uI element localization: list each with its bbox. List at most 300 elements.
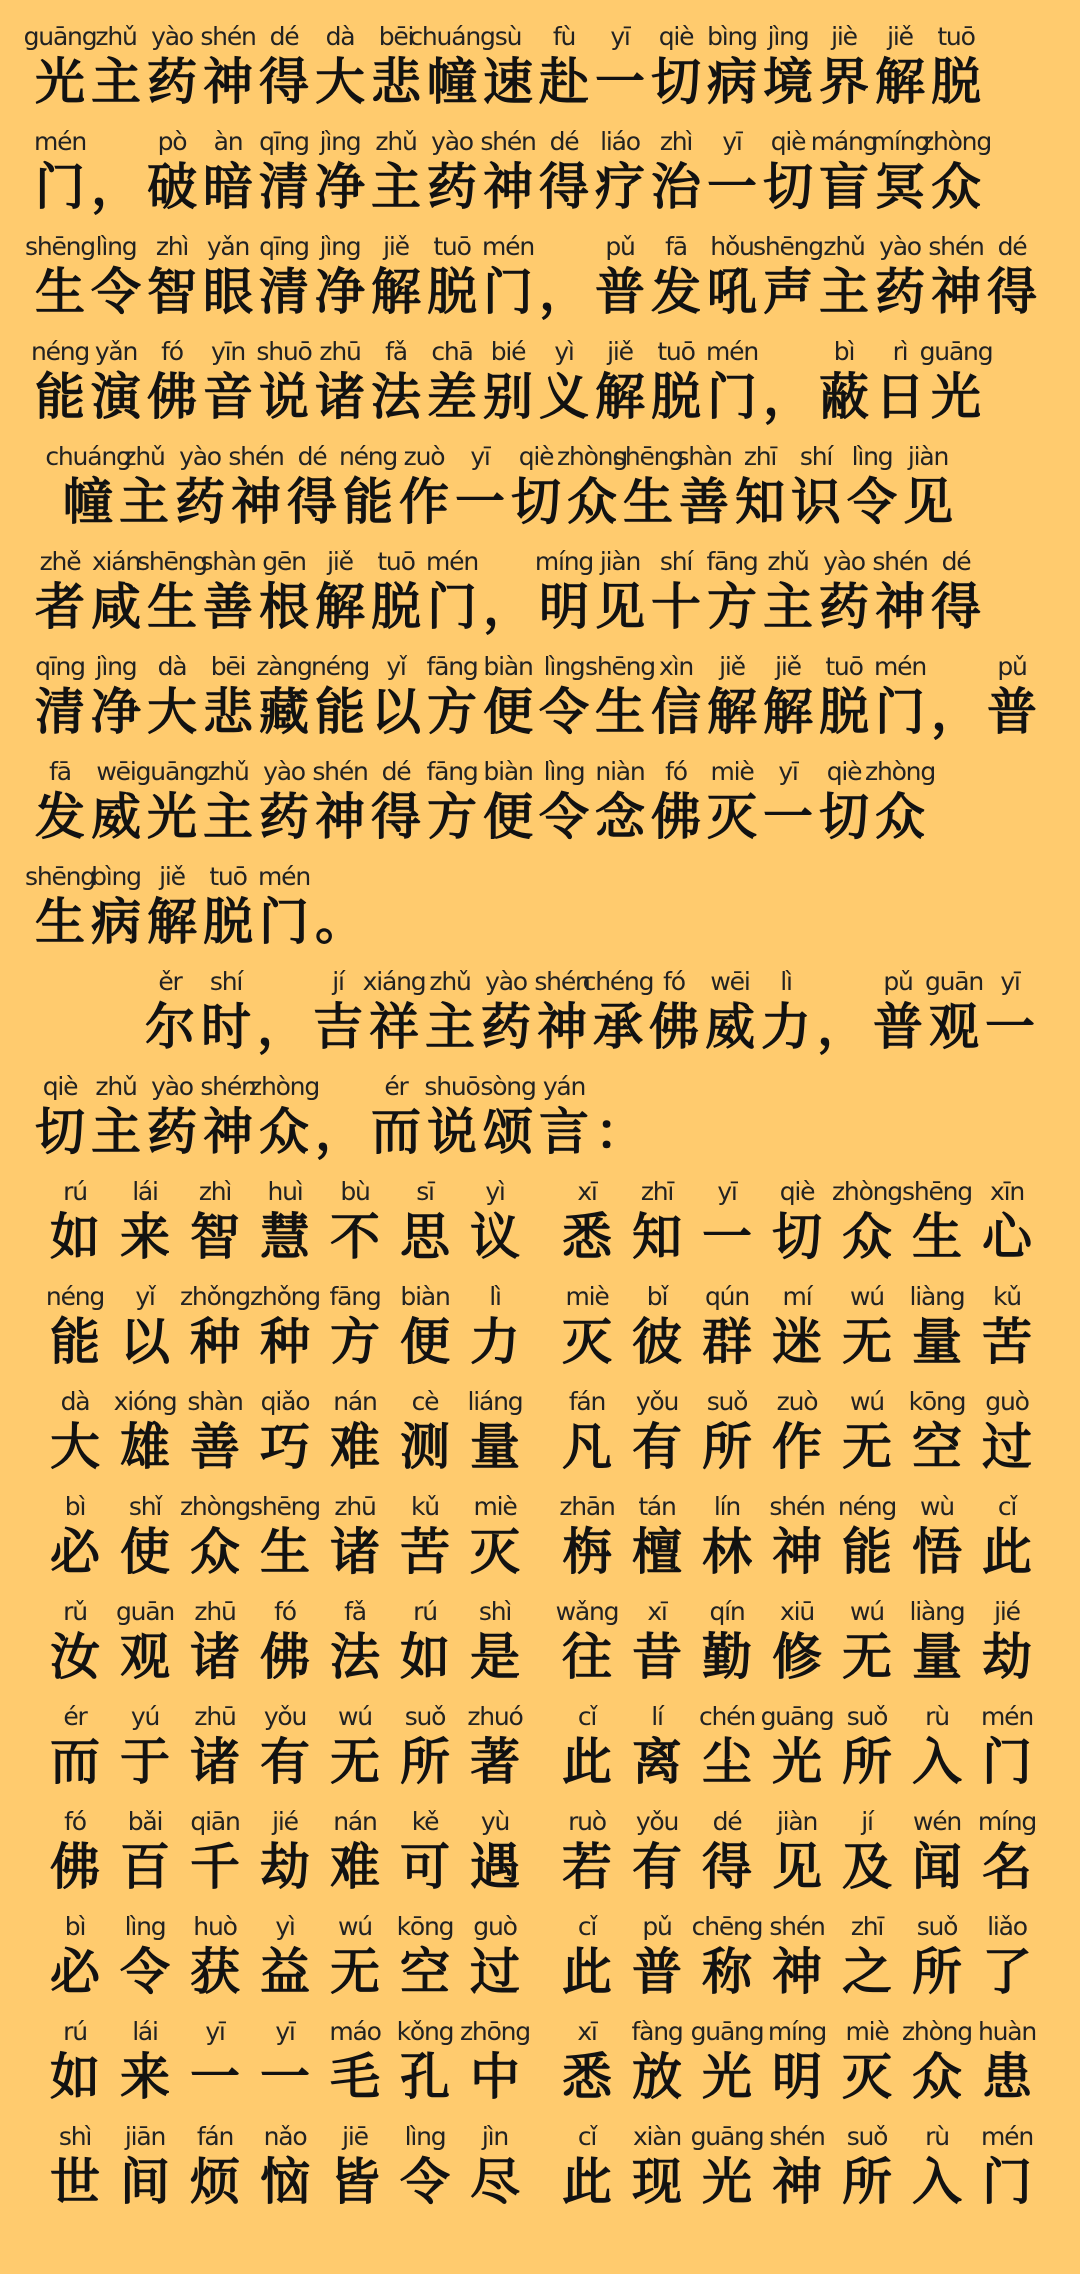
hanzi-character: 发 [651, 263, 701, 321]
hanzi-character: 病 [707, 53, 757, 111]
pinyin-annotation: huì [267, 1177, 303, 1206]
ruby-cell [144, 652, 200, 742]
hanzi-character: 门 [875, 683, 925, 741]
ruby-cell [762, 1177, 832, 1267]
hanzi-character: 诸 [190, 1733, 240, 1791]
prose-line [25, 862, 368, 952]
ruby-cell [110, 1702, 180, 1792]
ruby-cell [902, 1597, 972, 1687]
pinyin-annotation: ér [384, 1072, 408, 1101]
pinyin-annotation: yào [151, 1072, 193, 1101]
hanzi-character: 议 [470, 1208, 520, 1266]
pinyin-annotation: qiè [518, 442, 554, 471]
pinyin-annotation: zhǔ [823, 232, 865, 261]
ruby-cell [536, 1072, 592, 1162]
pinyin-annotation: lìng [851, 442, 893, 471]
pinyin-annotation: zuò [403, 442, 445, 471]
ruby-cell [972, 2122, 1042, 2212]
pinyin-annotation: xīn [990, 1177, 1024, 1206]
hanzi-character: 智 [147, 263, 197, 321]
pinyin-annotation: yī [610, 22, 630, 51]
ruby-cell [814, 967, 870, 1057]
hanzi-character: 能 [35, 368, 85, 426]
ruby-cell [256, 757, 312, 847]
hanzi-character: 差 [427, 368, 477, 426]
pinyin-annotation: mí [782, 1282, 812, 1311]
ruby-cell [368, 232, 424, 322]
pinyin-annotation: néng [310, 652, 370, 681]
pinyin-annotation: cǐ [577, 2122, 597, 2151]
prose-line [25, 232, 1040, 322]
ruby-cell [250, 1492, 320, 1582]
prose-line [45, 442, 956, 532]
hanzi-character: 此 [982, 1523, 1032, 1581]
ruby-cell [320, 1912, 390, 2002]
hanzi-character: 便 [483, 683, 533, 741]
hanzi-character: 空 [912, 1418, 962, 1476]
pinyin-annotation: zhǒng [180, 1282, 250, 1311]
ruby-cell [460, 1597, 530, 1687]
ruby-cell [180, 1807, 250, 1897]
ruby-cell [480, 232, 536, 322]
pinyin-annotation: fán [568, 1387, 606, 1416]
hanzi-character: ： [595, 1103, 645, 1161]
ruby-cell [180, 1387, 250, 1477]
pinyin-annotation: bì [64, 1492, 86, 1521]
ruby-cell [760, 547, 816, 637]
pinyin-annotation: dé [941, 547, 971, 576]
hanzi-character: 佛 [649, 998, 699, 1056]
ruby-cell [424, 127, 480, 217]
ruby-cell [704, 757, 760, 847]
hanzi-character: 脱 [203, 893, 253, 951]
ruby-cell [32, 547, 88, 637]
hanzi-character: 方 [427, 788, 477, 846]
hanzi-character: 得 [931, 578, 981, 636]
ruby-cell [390, 1387, 460, 1477]
ruby-cell [984, 652, 1040, 742]
ruby-cell [870, 967, 926, 1057]
hanzi-character: 必 [50, 1523, 100, 1581]
pinyin-annotation: mén [426, 547, 478, 576]
ruby-cell [424, 232, 480, 322]
pinyin-annotation: tuō [937, 22, 975, 51]
ruby-cell [760, 337, 816, 427]
pinyin-annotation: dé [297, 442, 327, 471]
ruby-cell [622, 1387, 692, 1477]
ruby-cell [200, 232, 256, 322]
pinyin-annotation: wēi [710, 967, 750, 996]
hanzi-character: 灭 [842, 2048, 892, 2106]
pinyin-annotation: yì [554, 337, 574, 366]
hanzi-character: 药 [147, 53, 197, 111]
ruby-cell [552, 1807, 622, 1897]
ruby-cell [480, 337, 536, 427]
ruby-cell [40, 1702, 110, 1792]
verse-line-second-half [552, 2017, 1042, 2107]
ruby-cell [460, 1282, 530, 1372]
ruby-cell [256, 22, 312, 112]
hanzi-character: 彼 [632, 1313, 682, 1371]
hanzi-character: 昔 [632, 1628, 682, 1686]
hanzi-character: 能 [315, 683, 365, 741]
hanzi-character: 皆 [330, 2153, 380, 2211]
ruby-cell [816, 337, 872, 427]
pinyin-annotation: huàn [977, 2017, 1037, 2046]
ruby-cell [692, 1282, 762, 1372]
ruby-cell [424, 337, 480, 427]
hanzi-character: 佛 [651, 788, 701, 846]
pinyin-annotation: guò [985, 1387, 1029, 1416]
hanzi-character: 药 [147, 1103, 197, 1161]
pinyin-annotation: chēng [691, 1912, 763, 1941]
pinyin-annotation: fǎ [385, 337, 407, 366]
pinyin-annotation: shén [534, 967, 590, 996]
hanzi-character: 勤 [702, 1628, 752, 1686]
hanzi-character: 切 [819, 788, 869, 846]
hanzi-character: 往 [562, 1628, 612, 1686]
pinyin-annotation: lìng [404, 2122, 446, 2151]
hanzi-character: 一 [763, 788, 813, 846]
ruby-cell [816, 547, 872, 637]
hanzi-character: 光 [35, 53, 85, 111]
pinyin-annotation: rǔ [63, 1597, 87, 1626]
hanzi-character: 令 [400, 2153, 450, 2211]
hanzi-character: 主 [425, 998, 475, 1056]
pinyin-annotation: lín [713, 1492, 741, 1521]
ruby-cell [250, 1912, 320, 2002]
hanzi-character: 此 [562, 1943, 612, 2001]
hanzi-character: 众 [875, 788, 925, 846]
pinyin-annotation: bié [490, 337, 526, 366]
ruby-cell [409, 22, 495, 112]
hanzi-character: 一 [985, 998, 1035, 1056]
ruby-cell [704, 547, 760, 637]
pinyin-annotation: xióng [113, 1387, 177, 1416]
ruby-cell [88, 22, 144, 112]
ruby-cell [872, 22, 928, 112]
verse-line-first-half [40, 1387, 530, 1477]
prose-line [32, 652, 1040, 742]
hanzi-character: 神 [772, 2153, 822, 2211]
pinyin-annotation: zhě [39, 547, 81, 576]
verse-line-second-half [552, 1807, 1042, 1897]
pinyin-annotation: fā [665, 232, 687, 261]
pinyin-annotation: jié [272, 1807, 298, 1836]
pinyin-annotation: jiě [775, 652, 801, 681]
hanzi-character: 生 [35, 263, 85, 321]
hanzi-character: 能 [343, 473, 393, 531]
pinyin-annotation: chéng [582, 967, 654, 996]
hanzi-character: ， [315, 1103, 365, 1161]
pinyin-annotation: xiàn [632, 2122, 682, 2151]
pinyin-annotation: pǔ [883, 967, 913, 996]
pinyin-annotation: guāng [690, 2017, 764, 2046]
hanzi-character: 悲 [371, 53, 421, 111]
ruby-cell [926, 967, 982, 1057]
verse-line-first-half [40, 1282, 530, 1372]
hanzi-character: 藏 [259, 683, 309, 741]
hanzi-character: 神 [315, 788, 365, 846]
hanzi-character: 于 [120, 1733, 170, 1791]
ruby-cell [536, 757, 592, 847]
ruby-cell [902, 1282, 972, 1372]
hanzi-character: 慧 [260, 1208, 310, 1266]
pinyin-annotation: jiě [383, 232, 409, 261]
ruby-cell [180, 2017, 250, 2107]
hanzi-character: 解 [595, 368, 645, 426]
ruby-cell [40, 2122, 110, 2212]
pinyin-annotation: suǒ [706, 1387, 748, 1416]
hanzi-character: 速 [483, 53, 533, 111]
ruby-cell [902, 2017, 972, 2107]
pinyin-annotation: mén [874, 652, 926, 681]
hanzi-character: 明 [539, 578, 589, 636]
pinyin-annotation: mén [981, 1702, 1033, 1731]
pinyin-annotation: rù [925, 2122, 949, 2151]
hanzi-character: 得 [987, 263, 1037, 321]
prose-line [30, 337, 993, 427]
pinyin-annotation: kōng [908, 1387, 966, 1416]
pinyin-annotation: shēng [753, 232, 823, 261]
pinyin-annotation: bìng [91, 862, 141, 891]
pinyin-annotation: lí [651, 1702, 663, 1731]
pinyin-annotation: yù [480, 1807, 510, 1836]
ruby-cell [40, 1387, 110, 1477]
pinyin-annotation: zhǔ [375, 127, 417, 156]
ruby-cell [40, 1807, 110, 1897]
hanzi-character: 。 [315, 893, 365, 951]
pinyin-annotation: liàng [909, 1282, 965, 1311]
hanzi-character: 世 [50, 2153, 100, 2211]
ruby-cell [478, 967, 534, 1057]
pinyin-annotation: dé [549, 127, 579, 156]
ruby-cell [788, 442, 844, 532]
ruby-cell [592, 757, 648, 847]
pinyin-annotation: shén [200, 22, 256, 51]
hanzi-character: 过 [982, 1418, 1032, 1476]
pinyin-annotation: liáo [600, 127, 640, 156]
pinyin-annotation: shí [799, 442, 833, 471]
pinyin-annotation: guāng [760, 1702, 834, 1731]
ruby-cell [622, 1702, 692, 1792]
hanzi-character: 义 [539, 368, 589, 426]
hanzi-character: 过 [470, 1943, 520, 2001]
ruby-cell [198, 967, 254, 1057]
ruby-cell [312, 232, 368, 322]
ruby-cell [480, 547, 536, 637]
ruby-cell [557, 442, 627, 532]
ruby-cell [704, 127, 760, 217]
ruby-cell [760, 22, 816, 112]
hanzi-character: 有 [260, 1733, 310, 1791]
ruby-cell [320, 1597, 390, 1687]
pinyin-annotation: jiān [124, 2122, 166, 2151]
ruby-cell [762, 1912, 832, 2002]
hanzi-character: 界 [819, 53, 869, 111]
ruby-cell [460, 1387, 530, 1477]
ruby-cell [536, 232, 592, 322]
ruby-cell [23, 22, 97, 112]
hanzi-character: 入 [912, 1733, 962, 1791]
ruby-cell [648, 652, 704, 742]
ruby-cell [368, 127, 424, 217]
pinyin-annotation: fán [196, 2122, 234, 2151]
ruby-cell [972, 1282, 1042, 1372]
hanzi-character: 主 [119, 473, 169, 531]
ruby-cell [142, 967, 198, 1057]
pinyin-annotation: xìn [659, 652, 693, 681]
ruby-cell [832, 1282, 902, 1372]
hanzi-character: ， [931, 683, 981, 741]
ruby-cell [180, 1492, 250, 1582]
pinyin-annotation: jí [332, 967, 344, 996]
ruby-cell [312, 22, 368, 112]
verse-line-second-half [552, 1492, 1042, 1582]
ruby-cell [982, 967, 1038, 1057]
hanzi-character: 见 [903, 473, 953, 531]
ruby-cell [536, 127, 592, 217]
ruby-cell [144, 22, 200, 112]
hanzi-character: 测 [400, 1418, 450, 1476]
ruby-cell [88, 232, 144, 322]
ruby-cell [180, 1912, 250, 2002]
ruby-cell [256, 232, 312, 322]
hanzi-character: 门 [483, 263, 533, 321]
prose-line [32, 757, 935, 847]
pinyin-annotation: yì [275, 1912, 295, 1941]
pinyin-annotation: jiàn [599, 547, 641, 576]
hanzi-character: 脱 [427, 263, 477, 321]
hanzi-character: 有 [632, 1418, 682, 1476]
hanzi-character: 尔 [145, 998, 195, 1056]
hanzi-character: 普 [632, 1943, 682, 2001]
pinyin-annotation: bìng [707, 22, 757, 51]
hanzi-character: 无 [330, 1733, 380, 1791]
ruby-cell [32, 757, 88, 847]
pinyin-annotation: suǒ [916, 1912, 958, 1941]
ruby-cell [200, 862, 256, 952]
hanzi-character: 种 [260, 1313, 310, 1371]
hanzi-character: 使 [120, 1523, 170, 1581]
pinyin-annotation: liáng [467, 1387, 523, 1416]
hanzi-character: 神 [772, 1523, 822, 1581]
ruby-cell [180, 1282, 250, 1372]
pinyin-annotation: shí [209, 967, 243, 996]
pinyin-annotation: cǐ [997, 1492, 1017, 1521]
pinyin-annotation: dà [60, 1387, 90, 1416]
pinyin-annotation: jiàn [907, 442, 949, 471]
ruby-cell [900, 442, 956, 532]
hanzi-character: 不 [330, 1208, 380, 1266]
pinyin-annotation: wú [850, 1387, 884, 1416]
hanzi-character: ， [483, 578, 533, 636]
pinyin-annotation: zhǔ [429, 967, 471, 996]
pinyin-annotation: jí [861, 1807, 873, 1836]
ruby-cell [919, 337, 993, 427]
hanzi-character: 孔 [400, 2048, 450, 2106]
hanzi-character: 脱 [371, 578, 421, 636]
verse-line-first-half [40, 1702, 530, 1792]
hanzi-character: ， [763, 368, 813, 426]
pinyin-annotation: shēng [25, 862, 95, 891]
hanzi-character: 大 [315, 53, 365, 111]
ruby-cell [692, 1597, 762, 1687]
ruby-cell [254, 967, 310, 1057]
ruby-cell [88, 127, 144, 217]
ruby-cell [753, 232, 823, 322]
hanzi-character: 无 [842, 1313, 892, 1371]
ruby-cell [832, 1807, 902, 1897]
hanzi-character: 悲 [203, 683, 253, 741]
pinyin-annotation: yī [717, 1177, 737, 1206]
ruby-cell [582, 967, 654, 1057]
hanzi-character: 而 [50, 1733, 100, 1791]
pinyin-annotation: bēi [210, 652, 246, 681]
hanzi-character: 难 [330, 1418, 380, 1476]
pinyin-annotation: cǐ [577, 1702, 597, 1731]
ruby-cell [762, 1597, 832, 1687]
pinyin-annotation: shén [200, 1072, 256, 1101]
ruby-cell [762, 1282, 832, 1372]
pinyin-annotation: suǒ [846, 2122, 888, 2151]
pinyin-annotation: qīng [259, 127, 309, 156]
ruby-cell [320, 1702, 390, 1792]
pinyin-annotation: míng [767, 2017, 827, 2046]
ruby-cell [320, 1807, 390, 1897]
pinyin-annotation: zhān [559, 1492, 615, 1521]
hanzi-character: 一 [190, 2048, 240, 2106]
hanzi-character: 解 [147, 893, 197, 951]
ruby-cell [250, 1807, 320, 1897]
hanzi-character: 无 [330, 1943, 380, 2001]
ruby-cell [758, 967, 814, 1057]
ruby-cell [310, 967, 366, 1057]
pinyin-annotation: qiè [826, 757, 862, 786]
ruby-cell [228, 442, 284, 532]
pinyin-annotation: shuō [256, 337, 312, 366]
ruby-cell [320, 1282, 390, 1372]
pinyin-annotation: bù [340, 1177, 370, 1206]
hanzi-character: 诸 [190, 1628, 240, 1686]
ruby-cell [40, 1177, 110, 1267]
hanzi-character: 一 [595, 53, 645, 111]
hanzi-character: 毛 [330, 2048, 380, 2106]
ruby-cell [180, 1177, 250, 1267]
hanzi-character: ， [91, 158, 141, 216]
hanzi-character: 生 [260, 1523, 310, 1581]
ruby-cell [872, 232, 928, 322]
hanzi-character: 得 [371, 788, 421, 846]
ruby-cell [460, 2122, 530, 2212]
pinyin-annotation: dé [997, 232, 1027, 261]
ruby-cell [704, 652, 760, 742]
hanzi-character: 光 [931, 368, 981, 426]
ruby-cell [137, 547, 207, 637]
hanzi-character: 令 [539, 788, 589, 846]
pinyin-annotation: fó [665, 757, 687, 786]
hanzi-character: 脱 [651, 368, 701, 426]
hanzi-character: 了 [982, 1943, 1032, 2001]
ruby-cell [585, 652, 655, 742]
pinyin-annotation: zhū [194, 1702, 236, 1731]
hanzi-character: 苦 [982, 1313, 1032, 1371]
ruby-cell [110, 1597, 180, 1687]
pinyin-annotation: shén [312, 757, 368, 786]
hanzi-character: 便 [483, 788, 533, 846]
pinyin-annotation: zhòng [832, 1177, 902, 1206]
hanzi-character: 发 [35, 788, 85, 846]
